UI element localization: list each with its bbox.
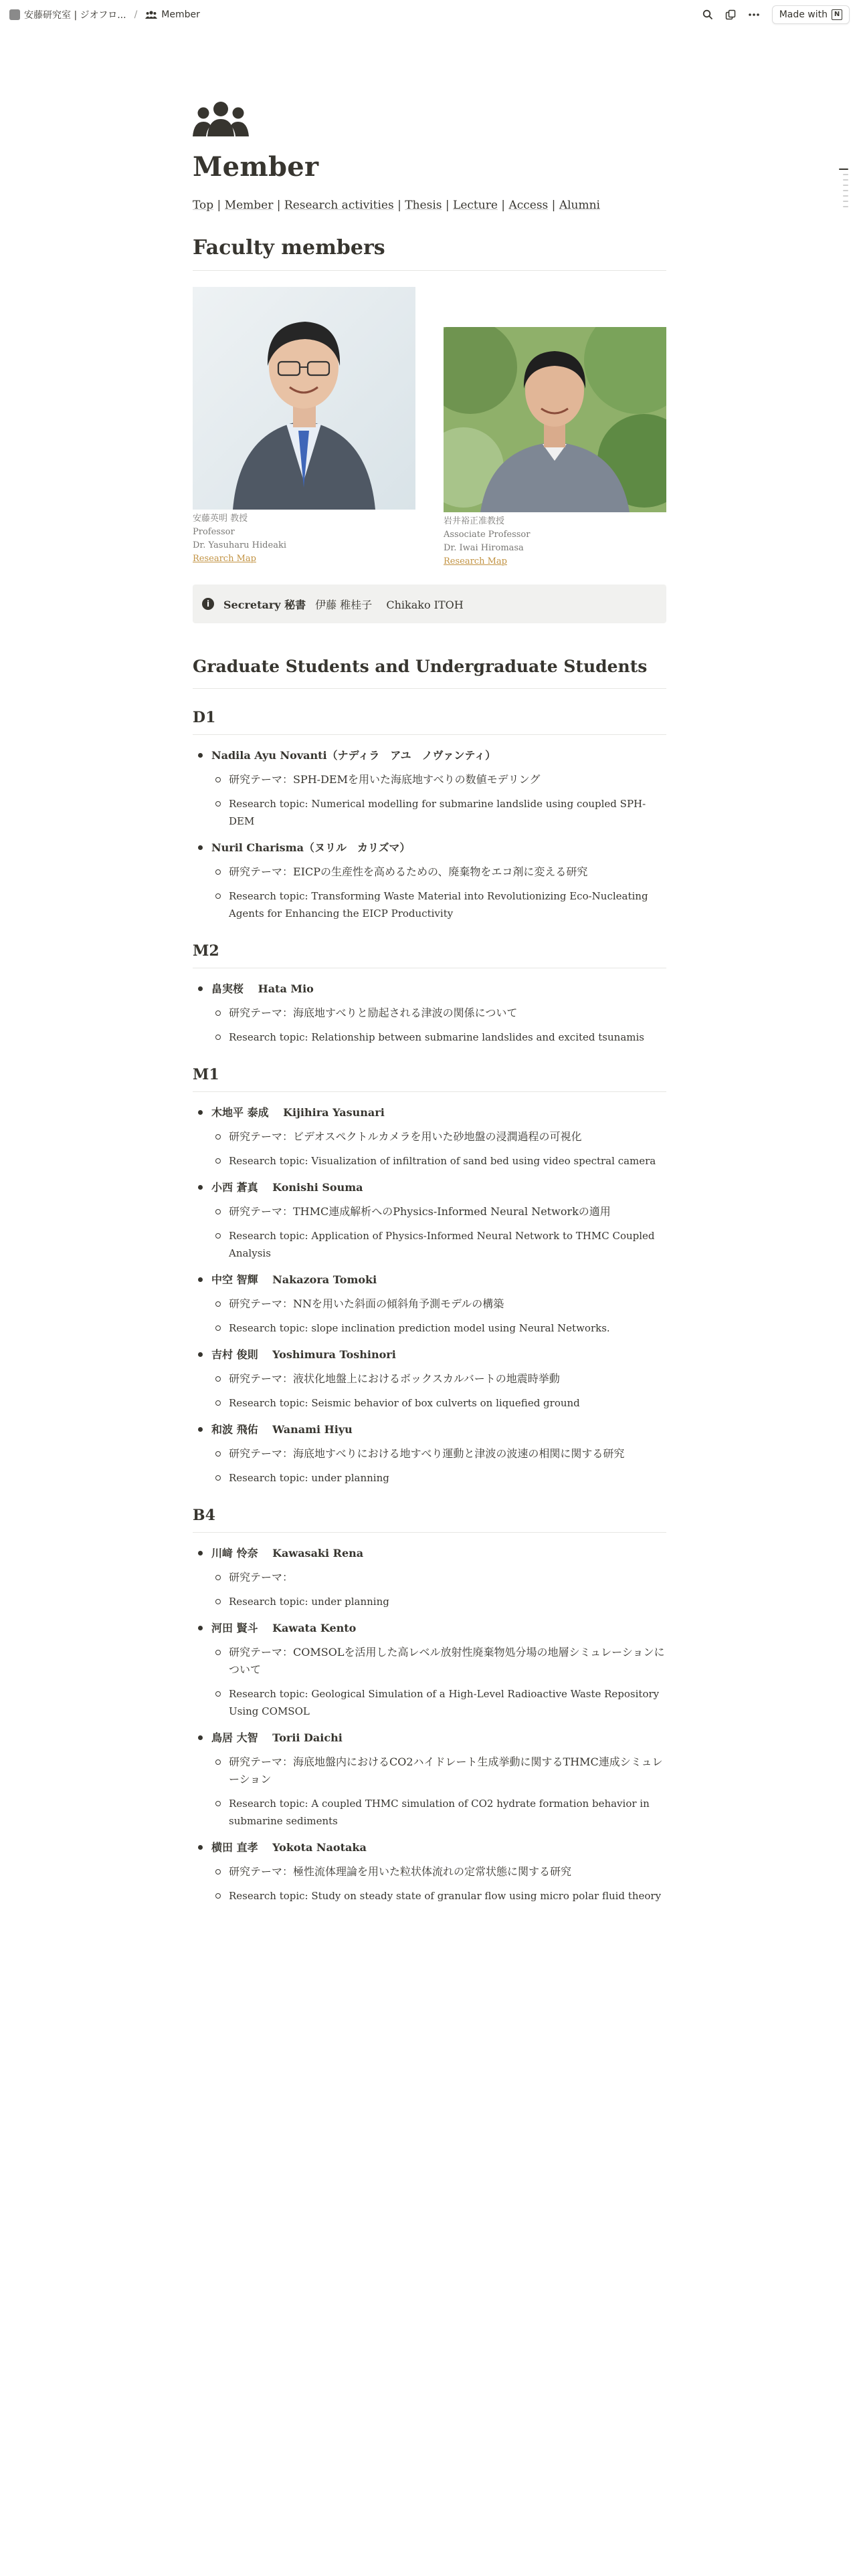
research-theme-jp: 研究テーマ：ビデオスペクトルカメラを用いた砂地盤の浸潤過程の可視化 bbox=[229, 1128, 666, 1146]
faculty-name-jp: 安藤英明 教授 bbox=[193, 514, 248, 524]
info-icon: i bbox=[202, 598, 214, 610]
student-item bbox=[193, 1620, 666, 1720]
student-item bbox=[193, 980, 666, 1046]
research-theme-jp: 研究テーマ： bbox=[229, 1569, 666, 1586]
student-name: 畠実桜 Hata Mio bbox=[211, 982, 314, 995]
portrait-image bbox=[444, 327, 666, 512]
people-group-icon bbox=[193, 100, 249, 136]
student-name: 木地平 泰成 Kijihira Yasunari bbox=[211, 1106, 385, 1119]
nav-link-access[interactable]: Access bbox=[508, 199, 549, 212]
duplicate-icon[interactable] bbox=[725, 9, 736, 20]
research-theme-jp: 研究テーマ：極性流体理論を用いた粒状体流れの定常状態に関する研究 bbox=[229, 1863, 666, 1881]
research-theme-jp: 研究テーマ：THMC連成解析へのPhysics-Informed Neural Networkの適用 bbox=[229, 1203, 666, 1220]
nav-separator: | bbox=[213, 199, 225, 212]
nav-separator: | bbox=[548, 199, 559, 212]
research-topic-en: Research topic: Transforming Waste Material into Revolutionizing Eco-Nucleating Agents for Enhancing the EICP Productivity bbox=[229, 887, 666, 922]
faculty-grid bbox=[193, 287, 666, 568]
research-topic-en: Research topic: Numerical modelling for submarine landslide using coupled SPH-DEM bbox=[229, 795, 666, 830]
made-with-notion-button[interactable] bbox=[772, 5, 850, 24]
faculty-name-en: Dr. Yasuharu Hideaki bbox=[193, 540, 286, 550]
faculty-position: Associate Professor bbox=[444, 530, 531, 540]
student-groups bbox=[193, 709, 666, 1905]
student-item bbox=[193, 1179, 666, 1262]
student-name: 吉村 俊則 Yoshimura Toshinori bbox=[211, 1348, 396, 1361]
notion-logo-icon: N bbox=[832, 9, 842, 20]
research-theme-jp: 研究テーマ：SPH-DEMを用いた海底地すべりの数値モデリング bbox=[229, 771, 666, 788]
breadcrumb-site-label: 安藤研究室 | ジオフロ... bbox=[24, 10, 126, 21]
student-item bbox=[193, 1839, 666, 1905]
faculty-position: Professor bbox=[193, 527, 235, 537]
research-theme-jp: 研究テーマ：海底地すべりにおける地すべり運動と津波の波速の相関に関する研究 bbox=[229, 1445, 666, 1463]
research-map-link[interactable]: Research Map bbox=[444, 556, 507, 566]
search-icon[interactable] bbox=[702, 9, 713, 20]
topbar bbox=[0, 0, 859, 29]
research-topic-en: Research topic: Application of Physics-Informed Neural Network to THMC Coupled Analysis bbox=[229, 1227, 666, 1262]
student-item bbox=[193, 1271, 666, 1337]
faculty-card bbox=[193, 287, 415, 568]
portrait-image bbox=[193, 287, 415, 510]
site-icon bbox=[9, 9, 20, 20]
student-name: 河田 賢斗 Kawata Kento bbox=[211, 1622, 357, 1634]
grade-section bbox=[193, 1507, 666, 1905]
more-icon[interactable] bbox=[748, 13, 760, 17]
research-theme-jp: 研究テーマ：海底地盤内におけるCO2ハイドレート生成挙動に関するTHMC連成シミュレーション bbox=[229, 1753, 666, 1788]
research-theme-jp: 研究テーマ：COMSOLを活用した高レベル放射性廃棄物処分場の地層シミュレーションについて bbox=[229, 1644, 666, 1679]
nav-link-top[interactable]: Top bbox=[193, 199, 214, 212]
faculty-name-en: Dr. Iwai Hiromasa bbox=[444, 543, 524, 553]
nav-separator: | bbox=[273, 199, 284, 212]
faculty-name-jp: 岩井裕正准教授 bbox=[444, 516, 505, 526]
nav-link-alumni[interactable]: Alumni bbox=[559, 199, 600, 212]
research-topic-en: Research topic: slope inclination prediction model using Neural Networks. bbox=[229, 1319, 666, 1337]
nav-link-member[interactable]: Member bbox=[224, 199, 274, 212]
secretary-name-jp: 伊藤 稚桂子 bbox=[315, 598, 373, 611]
research-topic-en: Research topic: A coupled THMC simulation of CO2 hydrate formation behavior in submarine sediments bbox=[229, 1795, 666, 1830]
research-topic-en: Research topic: Study on steady state of granular flow using micro polar fluid theory bbox=[229, 1887, 666, 1905]
breadcrumb-site[interactable] bbox=[9, 8, 126, 21]
breadcrumb bbox=[0, 8, 200, 21]
nav-separator: | bbox=[497, 199, 509, 212]
student-name: Nadila Ayu Novanti（ナディラ アユ ノヴァンティ） bbox=[211, 749, 496, 762]
grade-heading: M2 bbox=[193, 942, 666, 968]
secretary-name-en: Chikako ITOH bbox=[386, 598, 464, 611]
student-item bbox=[193, 839, 666, 922]
student-name: 鳥居 大智 Torii Daichi bbox=[211, 1731, 343, 1744]
research-theme-jp: 研究テーマ：EICPの生産性を高めるための、廃棄物をエコ剤に変える研究 bbox=[229, 863, 666, 881]
research-topic-en: Research topic: under planning bbox=[229, 1593, 666, 1610]
faculty-card bbox=[444, 327, 666, 568]
student-name: Nuril Charisma（ヌリル カリズマ） bbox=[211, 841, 411, 854]
breadcrumb-page-label: Member bbox=[161, 9, 200, 20]
research-topic-en: Research topic: Seismic behavior of box culverts on liquefied ground bbox=[229, 1394, 666, 1412]
faculty-photo[interactable] bbox=[193, 287, 415, 510]
student-item bbox=[193, 1104, 666, 1170]
nav-separator: | bbox=[393, 199, 405, 212]
nav-link-lecture[interactable]: Lecture bbox=[453, 199, 498, 212]
research-topic-en: Research topic: under planning bbox=[229, 1469, 666, 1487]
student-item bbox=[193, 1545, 666, 1610]
faculty-heading: Faculty members bbox=[193, 236, 666, 271]
grade-heading: M1 bbox=[193, 1066, 666, 1092]
people-group-icon bbox=[145, 10, 157, 19]
page-content bbox=[193, 100, 666, 1914]
grade-section bbox=[193, 709, 666, 922]
research-theme-jp: 研究テーマ：液状化地盤上におけるボックスカルバートの地震時挙動 bbox=[229, 1370, 666, 1388]
nav-link-thesis[interactable]: Thesis bbox=[405, 199, 442, 212]
student-name: 和波 飛佑 Wanami Hiyu bbox=[211, 1423, 353, 1436]
grade-heading: D1 bbox=[193, 709, 666, 735]
research-topic-en: Research topic: Geological Simulation of a High-Level Radioactive Waste Repository Using COMSOL bbox=[229, 1685, 666, 1720]
faculty-photo[interactable] bbox=[444, 327, 666, 512]
student-item bbox=[193, 1421, 666, 1487]
grade-heading: B4 bbox=[193, 1507, 666, 1533]
grade-section bbox=[193, 1066, 666, 1487]
student-name: 横田 直孝 Yokota Naotaka bbox=[211, 1841, 367, 1854]
student-name: 中空 智輝 Nakazora Tomoki bbox=[211, 1273, 377, 1286]
research-theme-jp: 研究テーマ：海底地すべりと励起される津波の関係について bbox=[229, 1004, 666, 1022]
breadcrumb-separator: / bbox=[134, 9, 138, 20]
research-theme-jp: 研究テーマ：NNを用いた斜面の傾斜角予測モデルの構築 bbox=[229, 1295, 666, 1313]
nav-separator: | bbox=[442, 199, 454, 212]
student-name: 小西 蒼真 Konishi Souma bbox=[211, 1181, 363, 1194]
breadcrumb-page[interactable] bbox=[145, 9, 200, 20]
student-item bbox=[193, 1729, 666, 1830]
grade-section bbox=[193, 942, 666, 1046]
secretary-callout bbox=[193, 584, 666, 623]
page-title: Member bbox=[193, 151, 319, 183]
table-of-contents-indicator[interactable] bbox=[839, 169, 848, 207]
student-item bbox=[193, 747, 666, 830]
research-topic-en: Research topic: Relationship between submarine landslides and excited tsunamis bbox=[229, 1029, 666, 1046]
secretary-label: Secretary 秘書 bbox=[223, 598, 306, 611]
student-item bbox=[193, 1346, 666, 1412]
nav-link-research[interactable]: Research activities bbox=[284, 199, 394, 212]
research-map-link[interactable]: Research Map bbox=[193, 554, 256, 564]
made-with-label: Made with bbox=[779, 9, 828, 20]
student-name: 川﨑 怜奈 Kawasaki Rena bbox=[211, 1547, 364, 1560]
research-topic-en: Research topic: Visualization of infiltration of sand bed using video spectral camera bbox=[229, 1152, 666, 1170]
page-nav bbox=[193, 199, 666, 212]
students-heading: Graduate Students and Undergraduate Students bbox=[193, 657, 666, 689]
